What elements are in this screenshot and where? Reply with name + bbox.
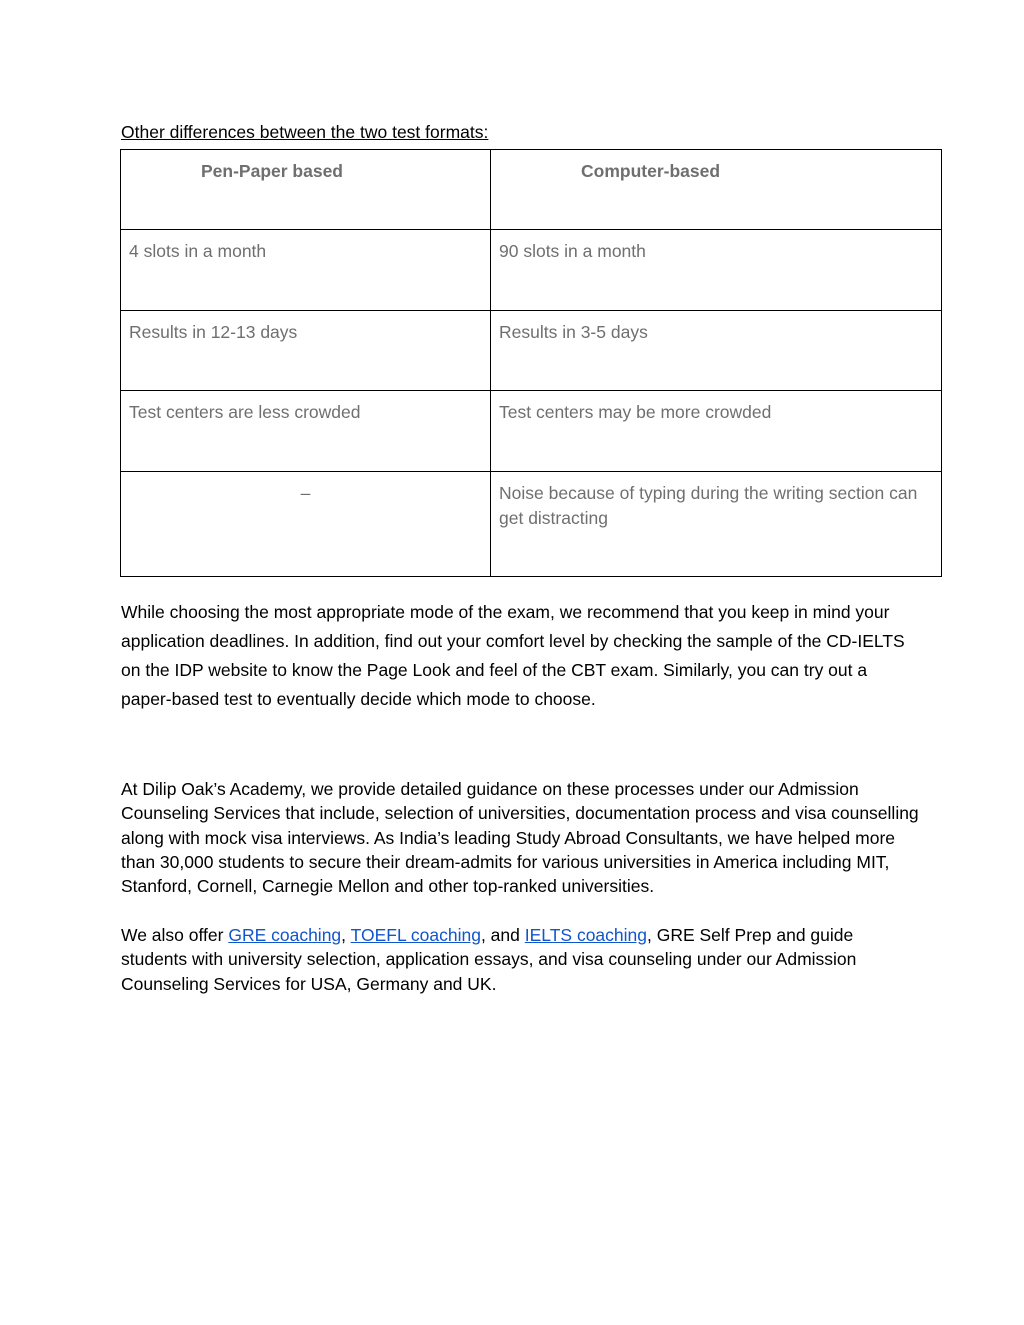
table-header-row [121,150,942,230]
academy-paragraph: At Dilip Oak’s Academy, we provide detailed guidance on these processes under our Admission Counseling Services that include, selection of universities, documentation process and visa counselling along with mock visa interviews. As India’s leading Study Abroad Consultants, we have helped more than 30,000 students to secure their dream-admits for various universities in America including MIT, Stanford, Cornell, Carnegie Mellon and other top-ranked universities. [121,779,919,897]
column-header-pen-paper [121,150,491,230]
offerings-prefix: We also offer [121,925,229,945]
table-cell [121,472,491,577]
ielts-coaching-link[interactable]: IELTS coaching [524,925,647,945]
table-cell [491,311,942,391]
column-header-label: Pen-Paper based [201,161,343,181]
cell-text: Test centers are less crowded [129,402,361,422]
table-cell [121,311,491,391]
separator: , [341,925,351,945]
table-cell [491,391,942,472]
cell-text: Noise because of typing during the writing section can get distracting [499,483,918,528]
cell-text: Results in 12-13 days [129,322,298,342]
offerings-paragraph [121,923,921,996]
table-cell [491,472,942,577]
toefl-coaching-link[interactable]: TOEFL coaching [350,925,481,945]
table-cell [491,230,942,311]
comparison-table [120,149,942,577]
cell-text: 4 slots in a month [129,241,267,261]
table-cell [121,391,491,472]
cell-text: Test centers may be more crowded [499,402,772,422]
cell-text: – [300,483,311,503]
table-cell [121,230,491,311]
table-row [121,391,942,472]
cell-text: Results in 3-5 days [499,322,648,342]
cell-text: 90 slots in a month [499,241,646,261]
gre-coaching-link[interactable]: GRE coaching [228,925,342,945]
offerings-suffix: , GRE Self Prep and guide students with university selection, application essays, and visa counseling under our Admission Counseling Services for USA, Germany and UK. [121,925,857,994]
table-row [121,311,942,391]
section-heading: Other differences between the two test formats: [121,122,489,142]
column-header-computer [491,150,942,230]
column-header-label: Computer-based [581,161,721,181]
table-row [121,230,942,311]
recommendation-paragraph: While choosing the most appropriate mode of the exam, we recommend that you keep in mind your application deadlines. In addition, find out your comfort level by checking the sample of the CD-IELTS on the IDP website to know the Page Look and feel of the CBT exam. Similarly, you can try out a paper-based test to eventually decide which mode to choose. [121,602,905,709]
table-row [121,472,942,577]
separator: , and [480,925,525,945]
